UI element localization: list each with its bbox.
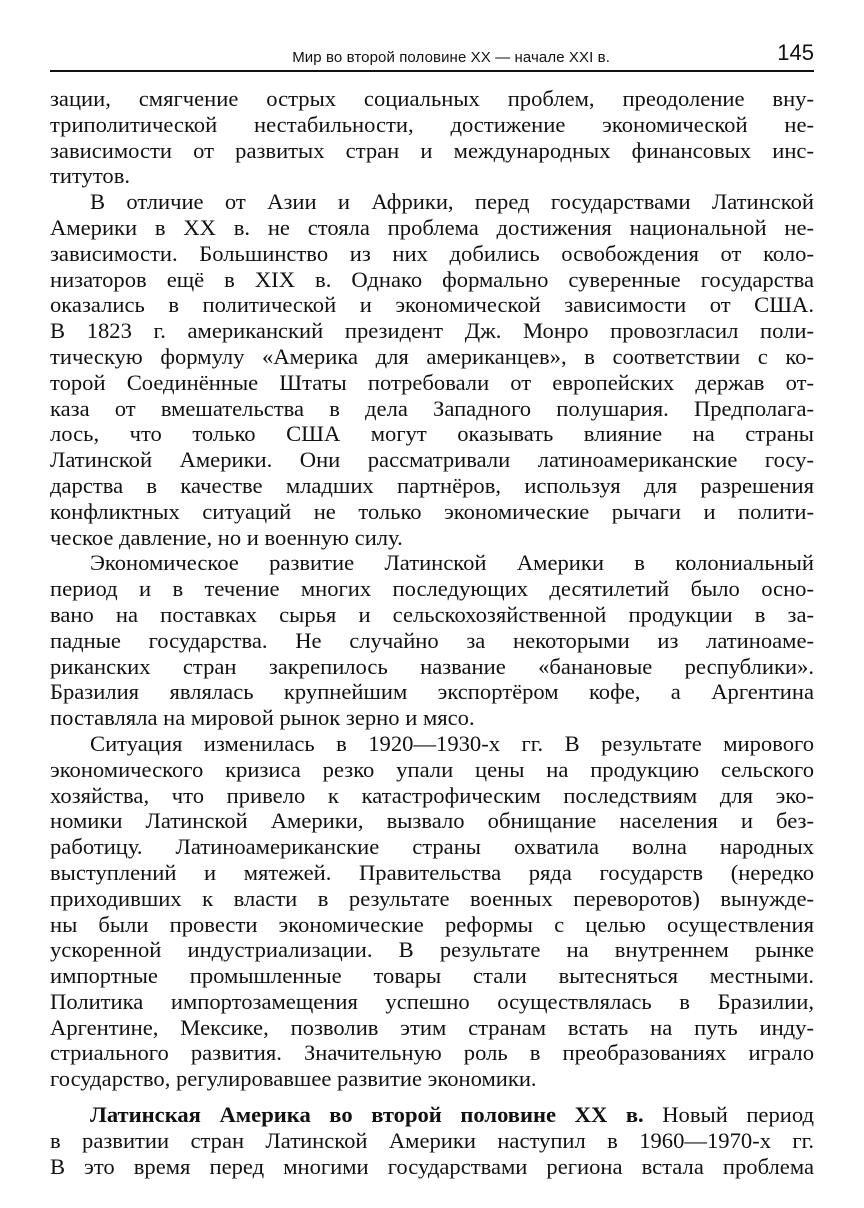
text-line: оказались в политической и экономической зависимости от США. xyxy=(50,292,814,318)
text-line: приходивших к власти в результате военных переворотов) вынужде- xyxy=(50,885,814,911)
text-line: Экономическое развитие Латинской Америки в колониальный xyxy=(90,550,814,576)
text-line: Политика импортозамещения успешно осуществлялась в Бразилии, xyxy=(50,988,814,1014)
text-line: падные государства. Не случайно за некоторыми из латиноаме- xyxy=(50,627,814,653)
text-line: Америки в XX в. не стояла проблема достижения национальной не- xyxy=(50,214,814,240)
text-line: зависимости. Большинство из них добились освобождения от коло- xyxy=(50,240,814,266)
paragraph xyxy=(50,189,814,550)
section-first-line-text: Новый период xyxy=(643,1102,814,1128)
text-line: экономического кризиса резко упали цены на продукцию сельского xyxy=(50,756,814,782)
text-line: В 1823 г. американский президент Дж. Монро провозгласил поли- xyxy=(50,318,814,344)
text-line: в развитии стран Латинской Америки наступил в 1960—1970-х гг. xyxy=(50,1127,814,1153)
text-line: тическую формулу «Америка для американцев», в соответствии с ко- xyxy=(50,343,814,369)
text-line: зации, смягчение острых социальных проблем, преодоление вну- xyxy=(50,86,814,111)
text-line: торой Соединённые Штаты потребовали от европейских держав от- xyxy=(50,369,814,395)
text-line: номики Латинской Америки, вызвало обнищание населения и без- xyxy=(50,808,814,834)
text-line: государство, регулировавшее развитие экономики. xyxy=(50,1066,537,1092)
body-text xyxy=(50,86,814,1179)
text-line: каза от вмешательства в дела Западного полушария. Предполага- xyxy=(50,395,814,421)
text-line: хозяйства, что привело к катастрофическим последствиям для эко- xyxy=(50,782,814,808)
text-line: низаторов ещё в XIX в. Однако формально суверенные государства xyxy=(50,266,814,292)
text-line: стриального развития. Значительную роль в преобразованиях играло xyxy=(50,1040,814,1066)
text-line: Бразилия являлась крупнейшим экспортёром кофе, а Аргентина xyxy=(50,679,814,705)
text-line: период и в течение многих последующих десятилетий было осно- xyxy=(50,576,814,602)
section-heading: Латинская Америка во второй половине XX в. xyxy=(90,1102,644,1128)
text-line: ческое давление, но и военную силу. xyxy=(50,524,403,550)
text-line: вано на поставках сырья и сельскохозяйственной продукции в за- xyxy=(50,601,814,627)
text-line: зависимости от развитых стран и международных финансовых инс- xyxy=(50,137,814,163)
text-line: Аргентине, Мексике, позволив этим странам встать на путь инду- xyxy=(50,1014,814,1040)
text-line: В отличие от Азии и Африки, перед государствами Латинской xyxy=(90,189,814,215)
paragraph xyxy=(50,86,814,189)
text-line: риканских стран закрепилось название «банановые республики». xyxy=(50,653,814,679)
text-line: Латинской Америки. Они рассматривали латиноамериканские госу- xyxy=(50,447,814,473)
text-line: дарства в качестве младших партнёров, используя для разрешения xyxy=(50,472,814,498)
text-line: Ситуация изменилась в 1920—1930-х гг. В результате мирового xyxy=(90,730,814,756)
text-line: триполитической нестабильности, достижение экономической не- xyxy=(50,111,814,137)
page-header xyxy=(50,40,814,72)
text-line: импортные промышленные товары стали вытесняться местными. xyxy=(50,963,814,989)
page-number: 145 xyxy=(777,40,814,65)
text-line: работицу. Латиноамериканские страны охватила волна народных xyxy=(50,834,814,860)
text-line: выступлений и мятежей. Правительства ряда государств (нередко xyxy=(50,859,814,885)
section-paragraph xyxy=(50,1102,814,1179)
text-line xyxy=(50,1102,814,1128)
paragraph xyxy=(50,731,814,1092)
text-line: ны были провести экономические реформы с целью осуществления xyxy=(50,911,814,937)
section-gap xyxy=(50,1092,814,1102)
text-line: конфликтных ситуаций не только экономические рычаги и полити- xyxy=(50,498,814,524)
running-title: Мир во второй половине XX — начале XXI в. xyxy=(292,49,610,66)
text-line: ускоренной индустриализации. В результате на внутреннем рынке xyxy=(50,937,814,963)
text-line: поставляла на мировой рынок зерно и мясо. xyxy=(50,705,475,731)
text-line: В это время перед многими государствами региона встала проблема xyxy=(50,1153,814,1179)
paragraph xyxy=(50,550,814,731)
text-line: титутов. xyxy=(50,163,131,189)
text-line: лось, что только США могут оказывать влияние на страны xyxy=(50,421,814,447)
